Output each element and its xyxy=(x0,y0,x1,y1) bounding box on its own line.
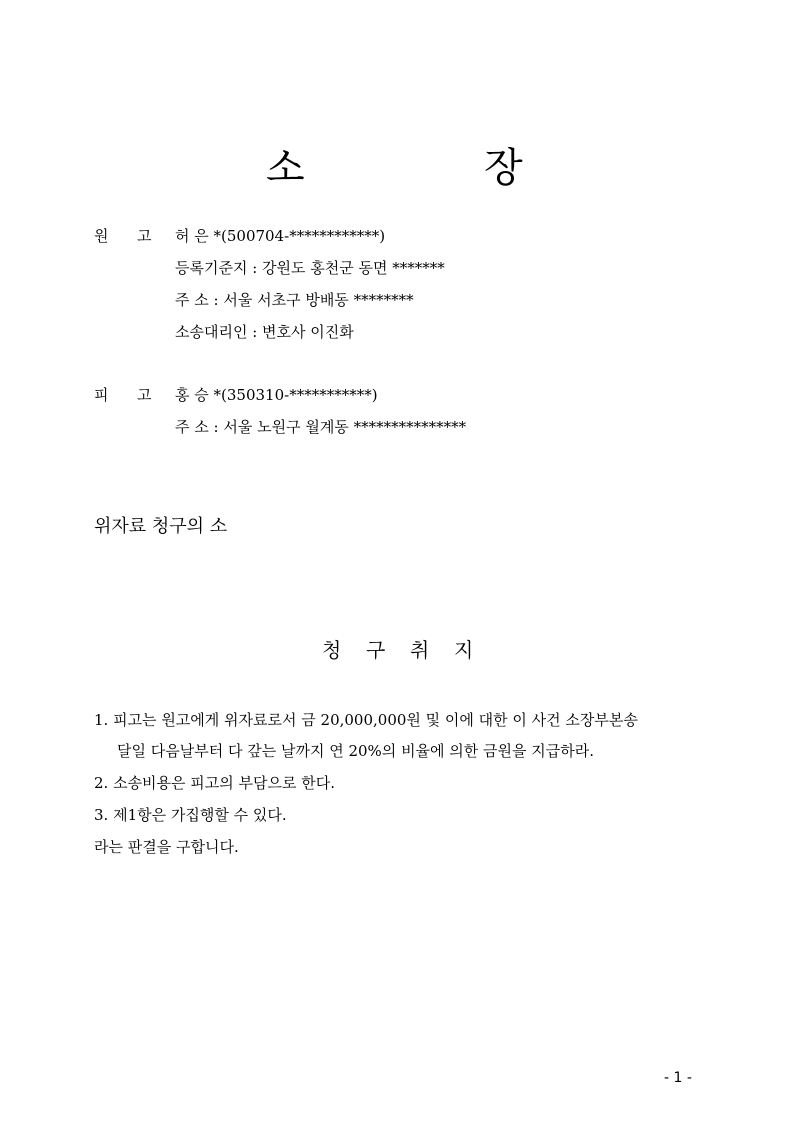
case-title: 위자료 청구의 소 xyxy=(94,516,228,537)
claim-closing: 라는 판결을 구합니다. xyxy=(94,838,239,856)
claim-title-char-2: 구 xyxy=(366,638,386,662)
plaintiff-attorney: 소송대리인 : 변호사 이진화 xyxy=(175,323,354,341)
claim-item-1-line-1: 1. 피고는 원고에게 위자료로서 금 20,000,000원 및 이에 대한 이 사건 소장부본송 xyxy=(94,711,638,729)
defendant-label-char-1: 피 xyxy=(94,386,109,404)
plaintiff-name-id: 허 은 *(500704-************) xyxy=(175,227,386,245)
claim-title-char-4: 지 xyxy=(454,638,474,662)
claim-item-1-line-2: 달일 다음날부터 다 갚는 날까지 연 20%의 비율에 의한 금원을 지급하라. xyxy=(117,742,595,760)
page-number: - 1 - xyxy=(664,1070,692,1086)
claim-item-3: 3. 제1항은 가집행할 수 있다. xyxy=(94,806,287,824)
claim-title-char-3: 취 xyxy=(410,638,430,662)
claim-title xyxy=(0,634,794,664)
defendant-label-char-2: 고 xyxy=(137,386,152,404)
plaintiff-label-char-2: 고 xyxy=(137,227,152,245)
defendant-address: 주 소 : 서울 노원구 월계동 *************** xyxy=(175,418,467,436)
claim-title-char-1: 청 xyxy=(322,638,342,662)
defendant-block xyxy=(0,384,794,444)
claim-item-2: 2. 소송비용은 피고의 부담으로 한다. xyxy=(94,774,336,792)
plaintiff-label-char-1: 원 xyxy=(94,227,109,245)
plaintiff-registration: 등록기준지 : 강원도 홍천군 동면 ******* xyxy=(175,259,445,277)
document-title-char-2: 장 xyxy=(484,145,523,191)
document-title-char-1: 소 xyxy=(266,145,305,191)
defendant-name-id: 홍 승 *(350310-***********) xyxy=(175,386,378,404)
plaintiff-address: 주 소 : 서울 서초구 방배동 ******** xyxy=(175,291,414,309)
plaintiff-block xyxy=(0,225,794,345)
